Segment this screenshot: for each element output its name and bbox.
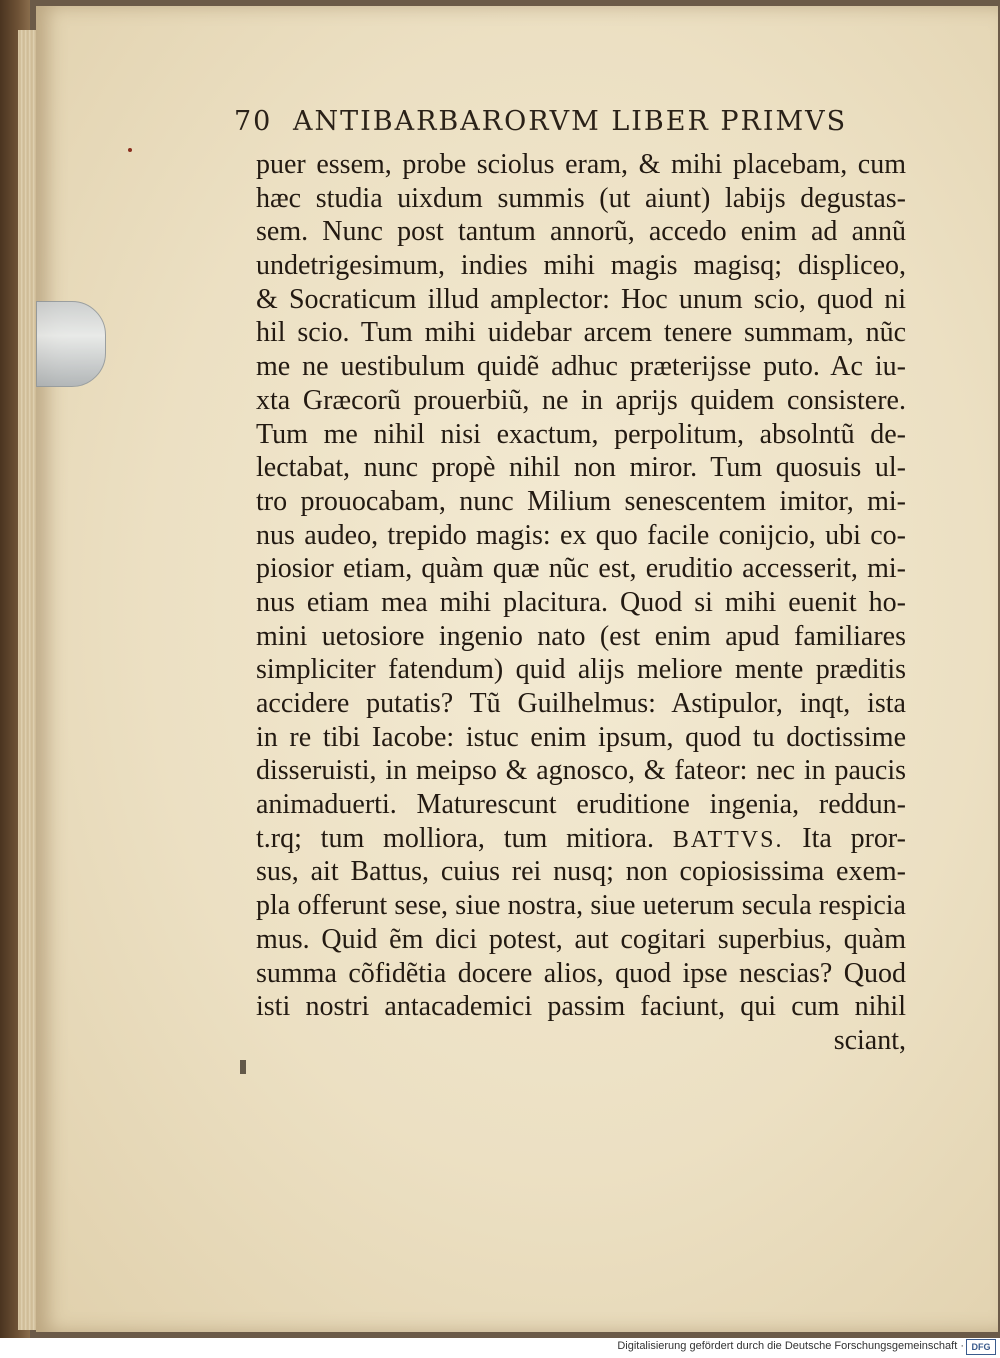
catchword: sciant, <box>833 1024 906 1056</box>
running-head-title: ANTIBARBARORVM LIBER PRIMVS <box>292 106 848 137</box>
text-line-speaker <box>256 822 906 856</box>
text-line: accidere putatis? Tũ Guilhelmus: Astipulor, inqt, ista <box>256 688 906 719</box>
ink-dot <box>128 148 132 152</box>
text-line-fragment: t.rq; tum molliora, tum mitiora. <box>256 822 654 854</box>
text-line: & Socraticum illud amplector: Hoc unum scio, quod ni <box>256 283 906 315</box>
text-line: lectabat, nunc propè nihil non miror. Tum quosuis ul- <box>256 452 906 484</box>
text-line: disseruisti, in meipso & agnosco, & fateor: nec in paucis <box>256 755 906 787</box>
text-line: nus audeo, trepido magis: ex quo facile conijcio, ubi co- <box>256 519 906 551</box>
running-head <box>234 106 848 146</box>
text-line: animaduerti. Maturescunt eruditione ingenia, reddun- <box>256 789 906 821</box>
text-line: me ne uestibulum quidẽ adhuc præterijsse puto. Ac iu- <box>256 351 906 383</box>
text-line: Tum me nihil nisi exactum, perpolitum, absolntũ de- <box>256 418 906 450</box>
text-line: tro prouocabam, nunc Milium senescentem imitor, mi- <box>256 485 906 517</box>
ink-mark <box>240 1060 246 1074</box>
speaker-label: BATTVS. <box>672 826 784 853</box>
text-line: piosior etiam, quàm quæ nũc est, eruditio accesserit, mi- <box>256 553 906 585</box>
speaker-continuation: Ita pror- <box>802 822 907 854</box>
text-line: undetrigesimum, indies mihi magis magisq; displiceo, <box>256 250 906 282</box>
text-line: isti nostri antacademici passim faciunt, qui cum nihil <box>256 991 906 1023</box>
dfg-logo: DFG <box>966 1339 996 1355</box>
text-line: in re tibi Iacobe: istuc enim ipsum, quod tu doctissime <box>256 721 906 753</box>
text-line: simpliciter fatendum) quid alijs meliore mente præditis <box>256 654 906 686</box>
text-line: sem. Nunc post tantum annorũ, accedo enim ad annũ <box>256 216 906 248</box>
text-line: sus, ait Battus, cuius rei nusq; non copiosissima exem- <box>256 856 906 888</box>
page-number: 70 <box>234 106 273 137</box>
text-line: mus. Quid ẽm dici potest, aut cogitari superbius, quàm <box>256 923 906 955</box>
text-line: nus etiam mea mihi placitura. Quod si mihi euenit ho- <box>256 586 906 618</box>
text-line: mini uetosiore ingenio nato (est enim apud familiares <box>256 620 906 652</box>
text-line: hil scio. Tum mihi uidebar arcem tenere summam, nũc <box>256 317 906 349</box>
body-text <box>256 148 906 1058</box>
text-line: pla offerunt sese, siue nostra, siue ueterum secula respicia <box>256 890 906 922</box>
text-line: puer essem, probe sciolus eram, & mihi placebam, cum <box>256 149 906 180</box>
page-clip <box>36 301 106 387</box>
text-line: hæc studia uixdum summis (ut aiunt) labijs degustas- <box>256 182 906 214</box>
text-line: xta Græcorũ prouerbiũ, ne in aprijs quidem consistere. <box>256 384 906 416</box>
text-line: summa cõfidẽtia docere alios, quod ipse nescias? Quod <box>256 957 906 989</box>
digitization-credit: Digitalisierung gefördert durch die Deutsche Forschungsgemeinschaft · <box>617 1340 964 1352</box>
